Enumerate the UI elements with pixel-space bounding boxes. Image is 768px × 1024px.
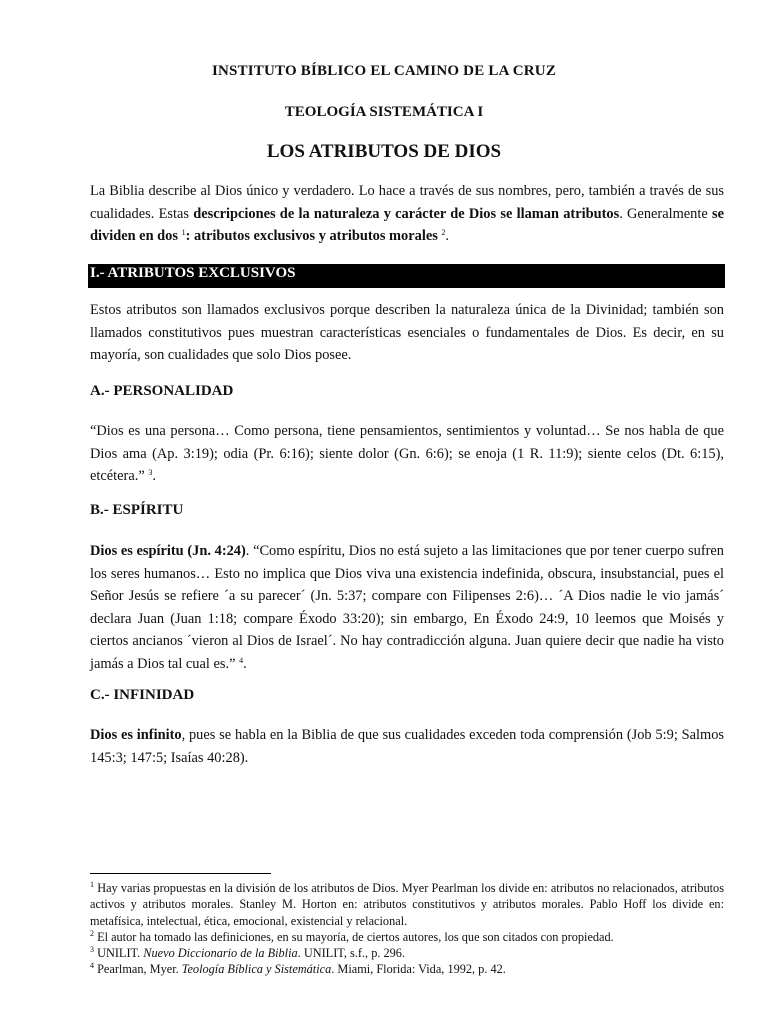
- footnote-book-title: Nuevo Diccionario de la Biblia: [143, 946, 298, 960]
- footnote-number: 2: [90, 929, 94, 938]
- footnote-3: [90, 945, 724, 961]
- footnote-ref-2[interactable]: 2: [441, 228, 446, 237]
- infinidad-text: , pues se habla en la Biblia de que sus cualidades exceden toda comprensión (Job 5:9; Salmos 145:3; 147:5; Isaías 40:28).: [90, 727, 724, 766]
- personalidad-text: “Dios es una persona… Como persona, tiene pensamientos, sentimientos y voluntad… Se nos habla de que Dios ama (Ap. 3:19); odia (Pr. 6:16); siente dolor (Gn. 6:6); se enoja (1 R. 11:9); siente celos (Dt. 6:15), etcétera.”: [90, 423, 724, 484]
- footnote-1: [90, 880, 724, 929]
- footnote-text: UNILIT.: [94, 946, 144, 960]
- infinidad-paragraph: [90, 724, 724, 769]
- footnote-divider: [90, 873, 271, 874]
- intro-text: La Biblia describe al Dios único y verdadero. Lo hace a través de sus nombres, pero, también a través de sus cualidades. Estas: [90, 183, 724, 222]
- espiritu-paragraph: [90, 540, 724, 675]
- footnote-4: [90, 961, 724, 977]
- intro-paragraph: [90, 180, 724, 248]
- footnote-book-title: Teología Bíblica y Sistemática: [181, 962, 332, 976]
- footnote-text: . UNILIT, s.f., p. 296.: [297, 946, 406, 960]
- personalidad-end: .: [152, 468, 156, 484]
- espiritu-bold: Dios es espíritu (Jn. 4:24): [90, 543, 246, 559]
- footnote-ref-3[interactable]: 3: [148, 468, 153, 477]
- intro-text: .: [445, 228, 450, 244]
- infinidad-heading: C.- INFINIDAD: [90, 687, 195, 703]
- intro-bold-division: se dividen en dos: [90, 205, 724, 244]
- footnote-number: 4: [90, 961, 94, 970]
- espiritu-heading: B.- ESPÍRITU: [90, 502, 184, 518]
- footnote-ref-4[interactable]: 4: [239, 655, 244, 665]
- espiritu-end: .: [243, 655, 247, 672]
- intro-text: . Generalmente: [619, 205, 712, 222]
- institute-title: INSTITUTO BÍBLICO EL CAMINO DE LA CRUZ: [211, 63, 557, 79]
- infinidad-bold: Dios es infinito: [90, 727, 182, 743]
- footnote-2: [90, 929, 724, 945]
- page-title: LOS ATRIBUTOS DE DIOS: [266, 141, 502, 162]
- espiritu-text: . “Como espíritu, Dios no está sujeto a las limitaciones que por tener cuerpo sufren los seres humanos… Esto no implica que Dios viva una existencia indefinida, obscura, insubstancial, pues el Señor Jesús se refiere ´a su parecer´ (Jn. 5:37; compare con Filipenses 2:6)… ´A Dios nadie le vio jamás´ declara Juan (Juan 1:18; compare Éxodo 33:20); sin embargo, En Éxodo 24:9, 10 leemos que Moisés y ciertos ancianos ´vieron al Dios de Israel´. No hay contradicción alguna. Juan quiere decir que nadie ha visto jamás a Dios tal cual es.”: [90, 543, 724, 672]
- footnote-text: . Miami, Florida: Vida, 1992, p. 42.: [331, 962, 506, 976]
- footnote-text: Hay varias propuestas en la división de los atributos de Dios. Myer Pearlman los divide en: atributos no relacionados, atributos activos y atributos morales. Stanley M. Horton en: atributos constitutivos y atributos morales. Pablo Hoff los divide en: metafísica, intelectual, ética, emocional, existencial y relacional.: [90, 881, 724, 928]
- personalidad-paragraph: [90, 420, 724, 488]
- footnote-number: 1: [90, 880, 94, 889]
- course-title: TEOLOGÍA SISTEMÁTICA I: [284, 104, 484, 120]
- footnote-number: 3: [90, 945, 94, 954]
- footnote-text: El autor ha tomado las definiciones, en su mayoría, de ciertos autores, los que son citados con propiedad.: [94, 930, 614, 944]
- intro-bold-definition: descripciones de la naturaleza y carácter de Dios se llaman atributos: [193, 205, 620, 222]
- footnote-text: Pearlman, Myer.: [94, 962, 182, 976]
- footnote-ref-1[interactable]: 1: [181, 228, 186, 237]
- personalidad-heading: A.- PERSONALIDAD: [90, 383, 234, 399]
- section-heading-bar: I.- ATRIBUTOS EXCLUSIVOS: [88, 264, 725, 288]
- intro-bold-types: : atributos exclusivos y atributos morales: [185, 228, 442, 244]
- section1-paragraph: Estos atributos son llamados exclusivos porque describen la naturaleza única de la Divinidad; también son llamados constitutivos pues muestran características esenciales o fundamentales de Dios. Es decir, en su mayoría, son cualidades que solo Dios posee.: [90, 302, 724, 363]
